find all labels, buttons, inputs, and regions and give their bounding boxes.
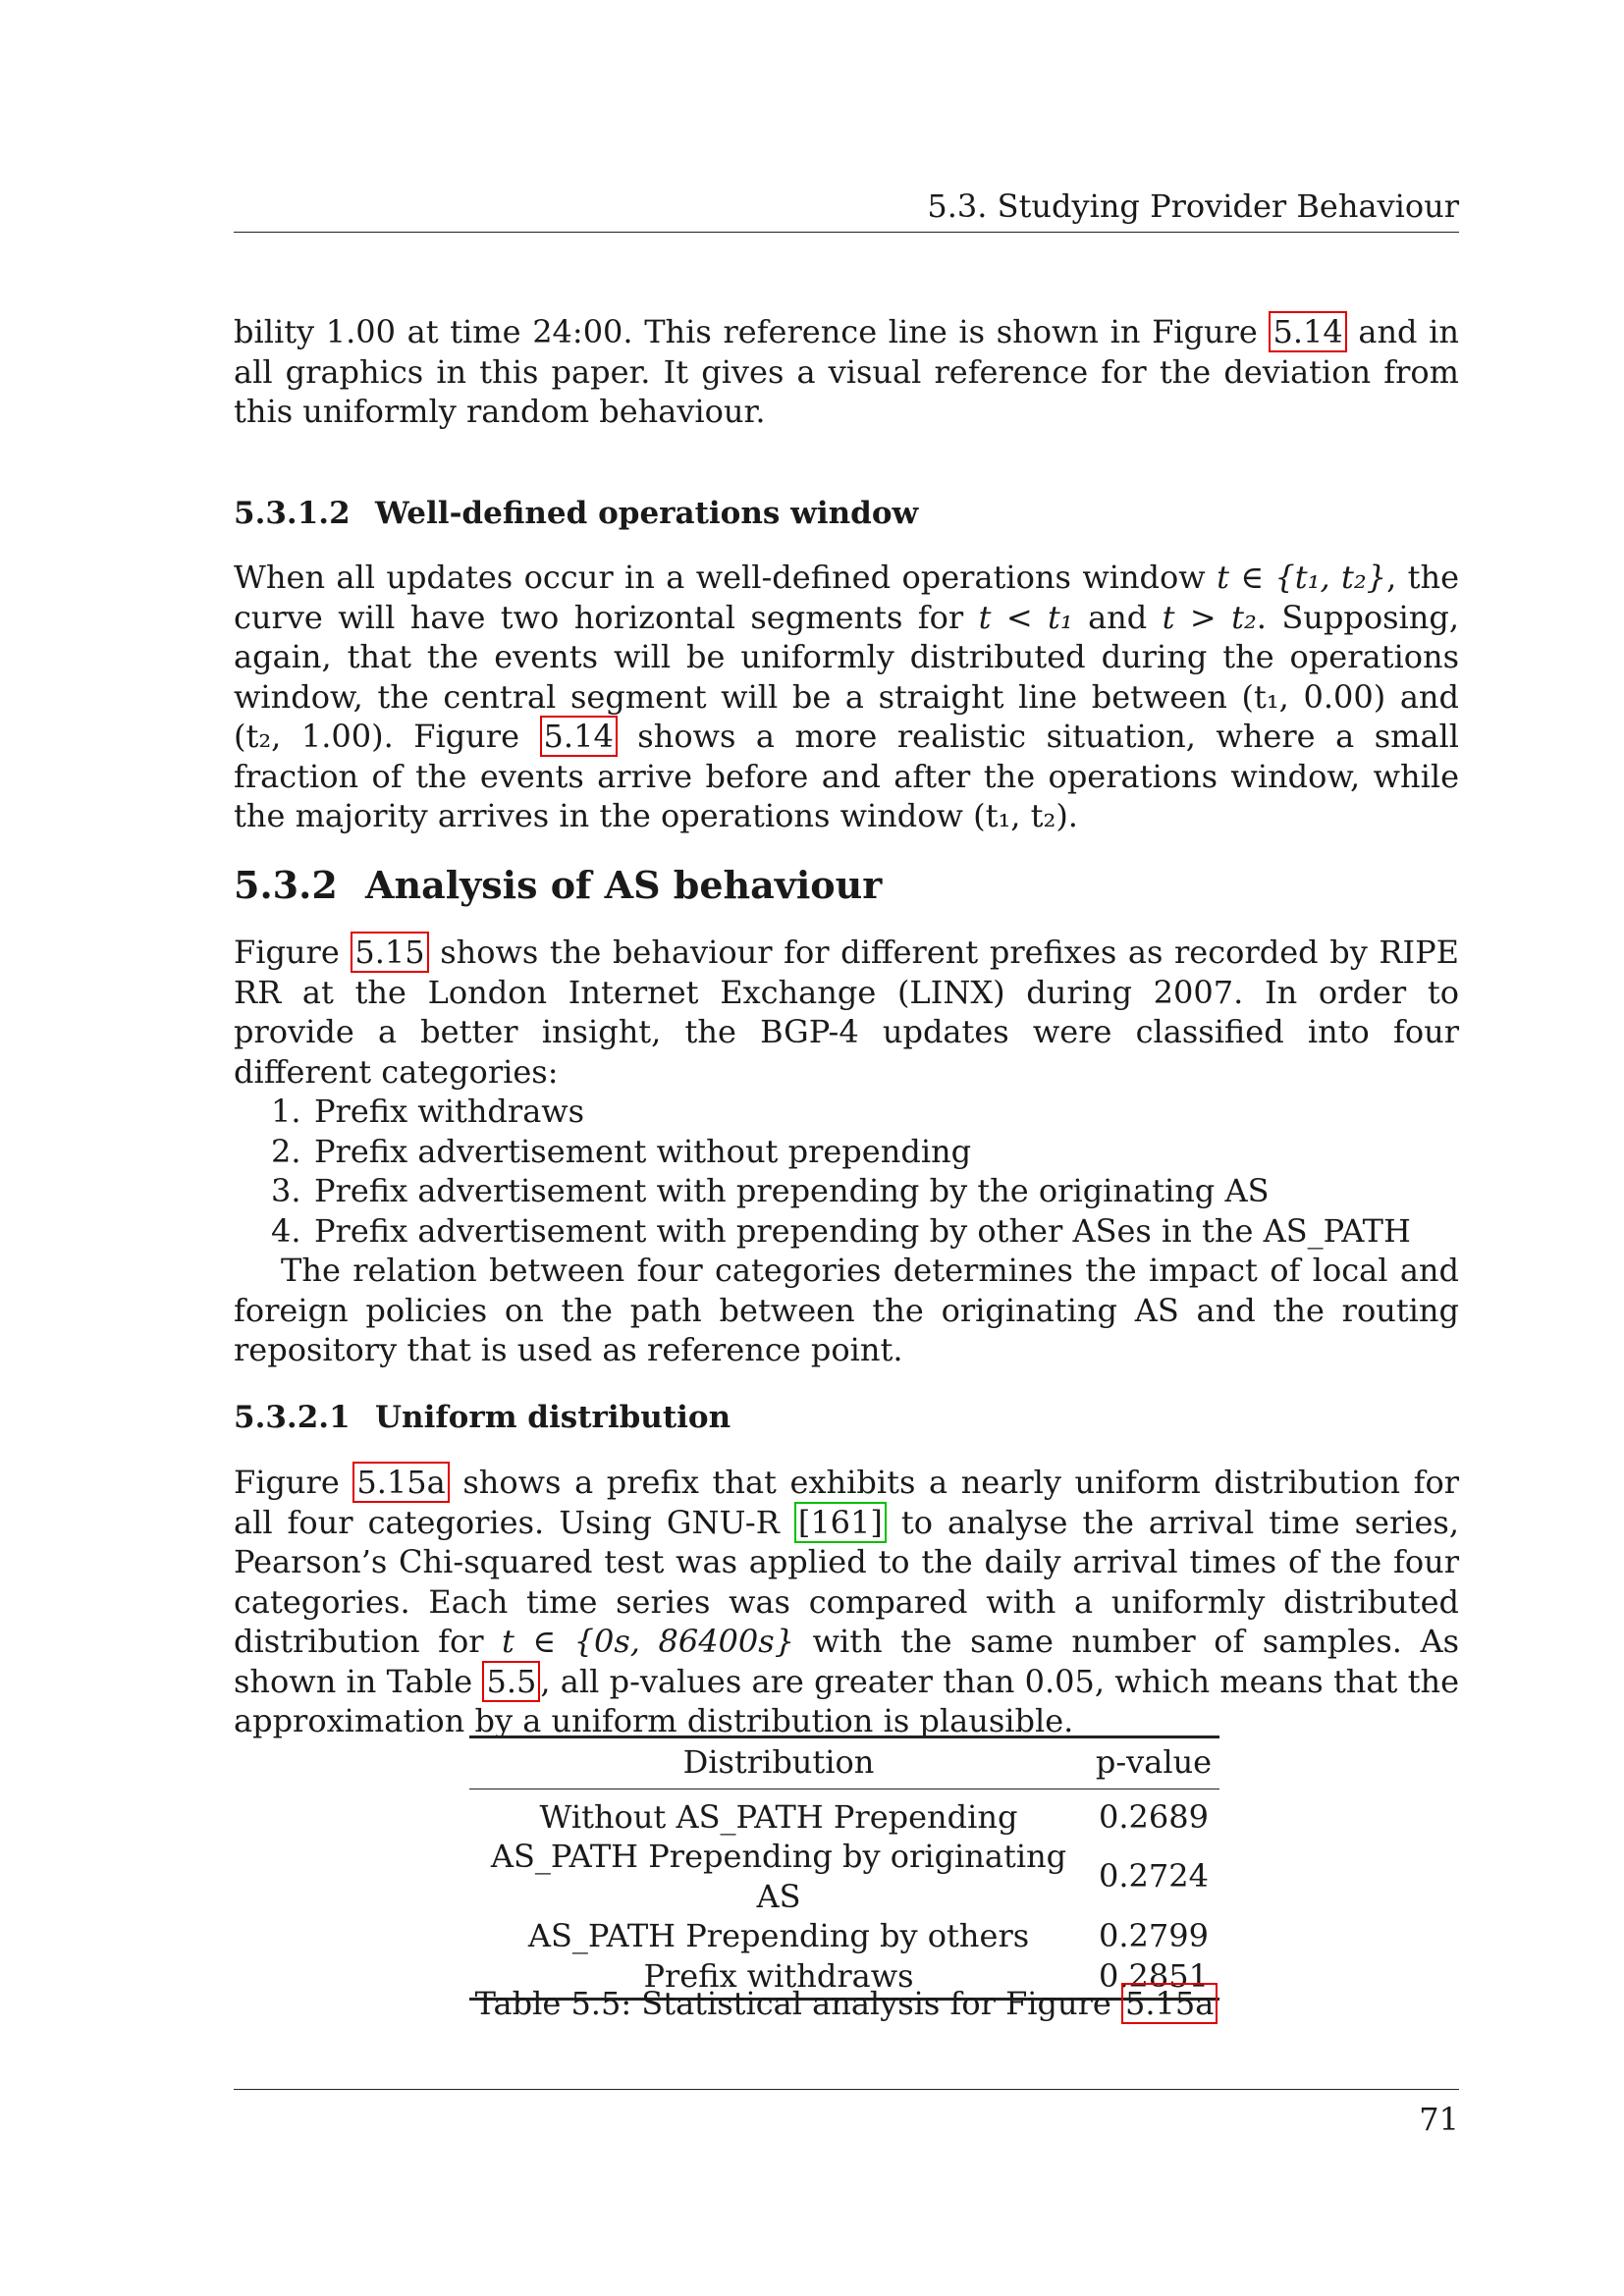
- ops-text-4: . Supposing, again, that the events will be uniformly distributed during the operations window, the central segment will be a straight line between (t₁, 0.00) and (t₂, 1.00). Figure: [234, 598, 1460, 755]
- category-list: [234, 1092, 1459, 1251]
- as-text-2: shows the behaviour for different prefixes as recorded by RIPE RR at the London Internet Exchange (LINX) during 2007. In order to provide a better insight, the BGP-4 updates were classified into four different categories:: [234, 934, 1460, 1091]
- cell-distribution: AS_PATH Prepending by others: [527, 1917, 1030, 1954]
- uni-text-3: to analyse the arrival time series, Pearson’s Chi-squared test was applied to the daily arrival times of the four categories. Each time series was compared with a uniformly distributed distribution for: [234, 1503, 1460, 1660]
- table-header-row: [469, 1737, 1219, 1789]
- math-t-lt-t1: t < t₁: [978, 598, 1073, 636]
- list-text: Prefix withdraws: [314, 1093, 585, 1130]
- running-header: [234, 187, 1459, 233]
- uni-text-5: , all p-values are greater than 0.05, which means that the approximation by a uniform distribution is plausible.: [234, 1662, 1459, 1739]
- section-number: 5.3.2.1: [234, 1400, 351, 1435]
- uniform-paragraph: [234, 1463, 1459, 1741]
- table-row: [469, 1789, 1219, 1837]
- figure-link-5-15a[interactable]: 5.15a: [352, 1462, 449, 1503]
- cell-distribution: AS_PATH Prepending by originating AS: [490, 1838, 1067, 1915]
- list-number: 2.: [271, 1132, 301, 1170]
- uni-text-1: Figure: [234, 1464, 353, 1501]
- figure-link-5-15a[interactable]: 5.15a: [1121, 1983, 1218, 2024]
- section-heading-as-behaviour: [234, 864, 882, 907]
- results-table: [469, 1735, 1219, 2001]
- page-number: 71: [1419, 2101, 1459, 2138]
- list-item: [234, 1171, 1459, 1211]
- cell-p-value: 0.2689: [1099, 1797, 1209, 1836]
- section-title: Uniform distribution: [375, 1400, 731, 1435]
- as-text-1: Figure: [234, 934, 352, 971]
- list-item: [234, 1092, 1459, 1132]
- cell-p-value: 0.2799: [1099, 1917, 1209, 1954]
- table-link-5-5[interactable]: 5.5: [482, 1661, 540, 1702]
- caption-text: Table 5.5: Statistical analysis for Figure: [474, 1985, 1121, 2022]
- cell-distribution: Prefix withdraws: [469, 1956, 1088, 2000]
- section-number: 5.3.2: [234, 863, 338, 907]
- cell-p-value: 0.2724: [1099, 1857, 1209, 1896]
- as-behaviour-paragraph: [234, 933, 1459, 1370]
- math-t-interval: t ∈ {t₁, t₂}: [1217, 559, 1387, 596]
- ops-text-1: When all updates occur in a well-defined operations window: [234, 559, 1218, 596]
- list-item: [234, 1132, 1459, 1172]
- figure-link-5-14[interactable]: 5.14: [1269, 311, 1346, 352]
- list-text: Prefix advertisement with prepending by other ASes in the AS_PATH: [314, 1211, 1411, 1250]
- cell-distribution: Without AS_PATH Prepending: [539, 1797, 1018, 1836]
- ops-text-2: , the curve will have two horizontal segments for: [234, 559, 1460, 636]
- table-caption: [234, 1984, 1459, 2023]
- section-title: Well-defined operations window: [375, 496, 919, 531]
- table-row: [469, 1837, 1219, 1916]
- header-distribution: Distribution: [469, 1737, 1088, 1789]
- lead-text-b: and in all graphics in this paper. It gives a visual reference for the deviation from this uniformly random behaviour.: [234, 313, 1459, 430]
- list-number: 3.: [271, 1172, 301, 1209]
- ops-window-paragraph: [234, 558, 1459, 836]
- ops-text-5: shows a more realistic situation, where a small fraction of the events arrive before and after the operations window, while the majority arrives in the operations window (t₁, t₂).: [234, 718, 1460, 834]
- uni-text-4: with the same number of samples. As shown in Table: [234, 1623, 1460, 1700]
- section-heading-uniform: [234, 1398, 731, 1437]
- running-title: 5.3. Studying Provider Behaviour: [927, 187, 1459, 225]
- figure-link-5-15[interactable]: 5.15: [351, 932, 428, 973]
- citation-link-161[interactable]: [161]: [794, 1502, 887, 1543]
- section-title: Analysis of AS behaviour: [365, 863, 883, 907]
- cell-p-value: 0.2851: [1088, 1956, 1219, 2000]
- math-t-gt-t2: t > t₂: [1162, 598, 1257, 636]
- table-row: [469, 1916, 1219, 1956]
- list-item: [234, 1211, 1459, 1252]
- header-p-value: p-value: [1088, 1737, 1219, 1789]
- list-number: 4.: [271, 1211, 301, 1250]
- section-heading-ops-window: [234, 494, 918, 533]
- uni-text-2: shows a prefix that exhibits a nearly uniform distribution for all four categories. Using GNU-R: [234, 1464, 1460, 1541]
- list-text: Prefix advertisement without prepending: [314, 1132, 972, 1170]
- list-number: 1.: [271, 1093, 301, 1130]
- page-footer: [234, 2089, 1459, 2139]
- as-closing-text: The relation between four categories determines the impact of local and foreign policies on the path between the originating AS and the routing repository that is used as reference point.: [234, 1252, 1459, 1368]
- lead-paragraph: [234, 312, 1459, 432]
- figure-link-5-14[interactable]: 5.14: [540, 716, 618, 757]
- math-t-range: t ∈ {0s, 86400s}: [502, 1623, 795, 1660]
- ops-text-3: and: [1072, 598, 1163, 636]
- lead-text-a: bility 1.00 at time 24:00. This reference line is shown in Figure: [234, 313, 1270, 350]
- section-number: 5.3.1.2: [234, 496, 351, 531]
- list-text: Prefix advertisement with prepending by the originating AS: [314, 1172, 1270, 1209]
